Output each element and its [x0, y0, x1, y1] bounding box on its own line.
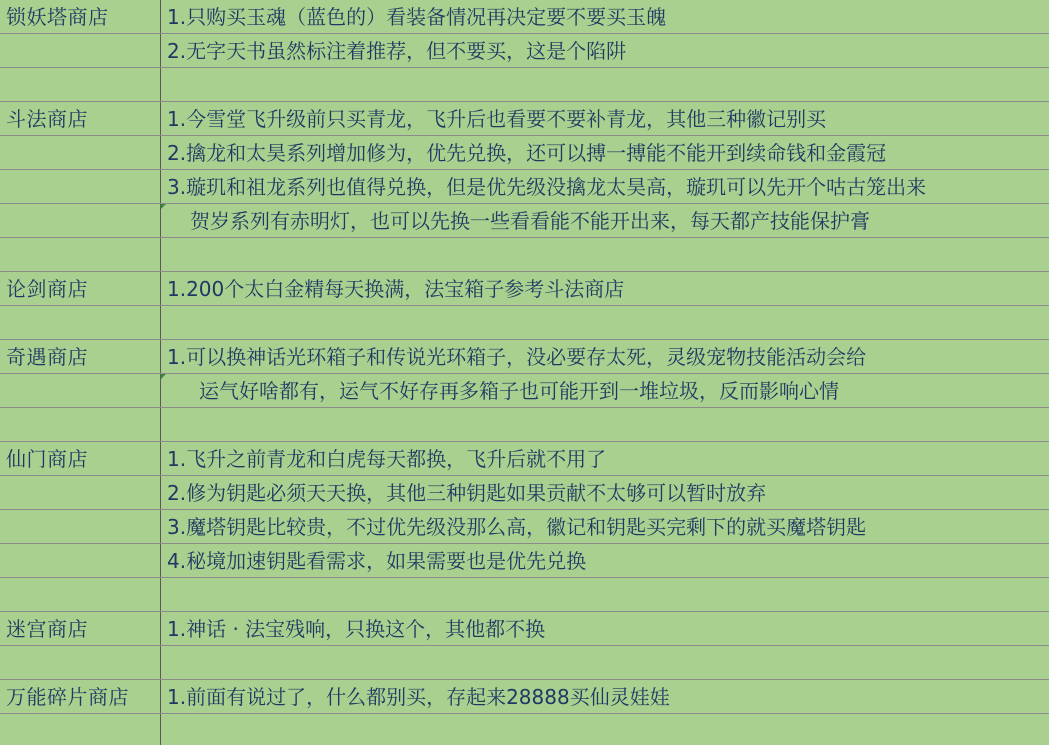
shop-name-cell[interactable]: 迷宫商店 — [0, 612, 161, 645]
shop-name-cell[interactable]: 斗法商店 — [0, 102, 161, 135]
shop-name-cell[interactable] — [0, 306, 161, 339]
table-row — [0, 680, 1049, 714]
table-row — [0, 544, 1049, 578]
note-cell[interactable]: 3.璇玑和祖龙系列也值得兑换，但是优先级没擒龙太昊高，璇玑可以先开个咕古笼出来 — [167, 175, 927, 199]
shop-name-cell[interactable] — [0, 408, 161, 441]
note-cell[interactable] — [161, 646, 1049, 679]
table-row — [0, 646, 1049, 680]
shop-name-cell[interactable]: 仙门商店 — [0, 442, 161, 475]
shop-name-cell[interactable] — [0, 646, 161, 679]
note-cell[interactable]: 贺岁系列有赤明灯，也可以先换一些看看能不能开出来，每天都产技能保护膏 — [190, 209, 870, 233]
shop-name-cell[interactable]: 论剑商店 — [0, 272, 161, 305]
table-row — [0, 612, 1049, 646]
table-row — [0, 374, 1049, 408]
table-row — [0, 578, 1049, 612]
note-cell[interactable] — [161, 68, 1049, 101]
table-row — [0, 34, 1049, 68]
shop-name-cell[interactable] — [0, 170, 161, 203]
note-cell[interactable] — [161, 306, 1049, 339]
note-cell[interactable]: 1.前面有说过了，什么都别买，存起来28888买仙灵娃娃 — [167, 685, 670, 709]
table-row — [0, 204, 1049, 238]
note-cell[interactable] — [161, 238, 1049, 271]
note-cell[interactable]: 1.神话 · 法宝残响，只换这个，其他都不换 — [167, 617, 546, 641]
note-cell[interactable] — [161, 578, 1049, 611]
note-cell[interactable]: 2.修为钥匙必须天天换，其他三种钥匙如果贡献不太够可以暂时放弃 — [167, 481, 767, 505]
note-cell[interactable]: 1.可以换神话光环箱子和传说光环箱子，没必要存太死，灵级宠物技能活动会给 — [167, 345, 867, 369]
note-cell[interactable]: 1.今雪堂飞升级前只买青龙，飞升后也看要不要补青龙，其他三种徽记别买 — [167, 107, 827, 131]
shop-name-cell[interactable] — [0, 68, 161, 101]
shop-name-cell[interactable]: 奇遇商店 — [0, 340, 161, 373]
table-row — [0, 136, 1049, 170]
comment-indicator — [161, 204, 166, 209]
table-row — [0, 272, 1049, 306]
note-cell[interactable]: 3.魔塔钥匙比较贵，不过优先级没那么高，徽记和钥匙买完剩下的就买魔塔钥匙 — [167, 515, 867, 539]
shop-name-cell[interactable] — [0, 544, 161, 577]
table-row — [0, 170, 1049, 204]
shop-name-cell[interactable] — [0, 238, 161, 271]
note-cell[interactable] — [161, 408, 1049, 441]
note-cell[interactable]: 1.只购买玉魂（蓝色的）看装备情况再决定要不要买玉魄 — [167, 5, 667, 29]
table-row — [0, 442, 1049, 476]
note-cell[interactable] — [161, 714, 1049, 745]
shop-name-cell[interactable] — [0, 374, 161, 407]
table-row — [0, 102, 1049, 136]
shop-name-cell[interactable] — [0, 136, 161, 169]
table-row — [0, 476, 1049, 510]
table-row — [0, 238, 1049, 272]
shop-name-cell[interactable] — [0, 714, 161, 745]
note-cell[interactable]: 2.擒龙和太昊系列增加修为，优先兑换，还可以搏一搏能不能开到续命钱和金霞冠 — [167, 141, 887, 165]
note-cell[interactable]: 4.秘境加速钥匙看需求，如果需要也是优先兑换 — [167, 549, 587, 573]
shop-name-cell[interactable] — [0, 510, 161, 543]
shop-name-cell[interactable] — [0, 34, 161, 67]
table-row — [0, 0, 1049, 34]
note-cell[interactable]: 2.无字天书虽然标注着推荐，但不要买，这是个陷阱 — [167, 39, 627, 63]
note-cell[interactable]: 1.飞升之前青龙和白虎每天都换，飞升后就不用了 — [167, 447, 607, 471]
table-row — [0, 714, 1049, 745]
note-cell[interactable]: 运气好啥都有，运气不好存再多箱子也可能开到一堆垃圾，反而影响心情 — [199, 379, 839, 403]
shop-name-cell[interactable] — [0, 204, 161, 237]
note-cell[interactable]: 1.200个太白金精每天换满，法宝箱子参考斗法商店 — [167, 277, 625, 301]
shop-name-cell[interactable] — [0, 578, 161, 611]
shop-name-cell[interactable]: 万能碎片商店 — [0, 680, 161, 713]
table-row — [0, 68, 1049, 102]
table-row — [0, 510, 1049, 544]
comment-indicator — [161, 374, 166, 379]
shop-name-cell[interactable]: 锁妖塔商店 — [0, 0, 161, 33]
shop-name-cell[interactable] — [0, 476, 161, 509]
table-row — [0, 408, 1049, 442]
table-row — [0, 306, 1049, 340]
table-row — [0, 340, 1049, 374]
